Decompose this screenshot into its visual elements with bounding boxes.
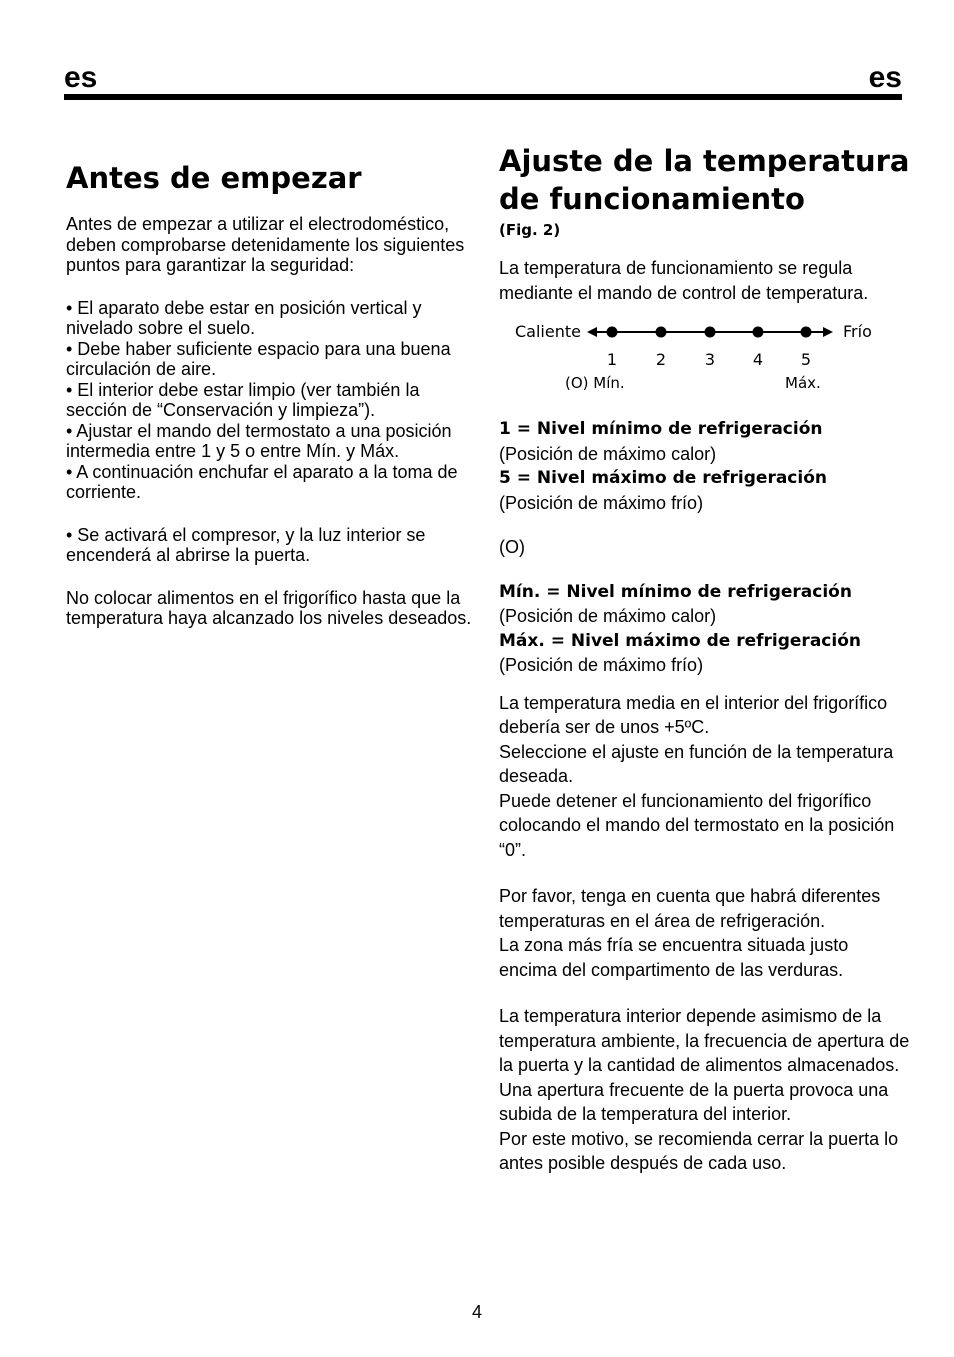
zone-notes [499, 884, 911, 982]
max-description: (Posición de máximo frío) [499, 655, 704, 675]
level-1-title: 1 = Nivel mínimo de refrigeración [499, 419, 823, 439]
checklist-item: • El interior debe estar limpio (ver también la sección de “Conservación y limpieza”). [66, 379, 420, 420]
food-note: No colocar alimentos en el frigorífico hasta que la temperatura haya alcanzado los niveles deseados. [66, 587, 472, 628]
compressor-note: • Se activará el compresor, y la luz interior se encenderá al abrirse la puerta. [66, 524, 426, 565]
section-title-before-start: Antes de empezar [66, 161, 362, 195]
scale-dot-4 [753, 327, 764, 338]
or-separator: (O) [499, 537, 525, 557]
arrow-left-icon [587, 327, 597, 337]
intro-paragraph: Antes de empezar a utilizar el electrodoméstico, deben comprobarse detenidamente los siguientes puntos para garantizar la seguridad: [66, 214, 465, 275]
language-code-right: es [868, 61, 902, 94]
scale-number: 2 [655, 350, 667, 369]
warm-label: Caliente [515, 322, 581, 341]
interior-temperature-notes [499, 1004, 911, 1176]
figure-reference: (Fig. 2) [499, 221, 561, 239]
thermostat-scale-diagram [499, 323, 899, 401]
scale-line [499, 323, 899, 347]
interior-depends-note: La temperatura interior depende asimismo de la temperatura ambiente, la frecuencia de apertura de la puerta y la cantidad de alimentos almacenados. [499, 1006, 910, 1075]
section-title-temperature: Ajuste de la temperatura de funcionamiento [499, 144, 910, 216]
checklist-item: • Debe haber suficiente espacio para una buena circulación de aire. [66, 338, 451, 379]
level-definitions [499, 417, 911, 515]
scale-dot-2 [656, 327, 667, 338]
scale-number: 1 [606, 350, 618, 369]
max-label: Máx. [785, 374, 821, 392]
arrow-right-icon [823, 327, 833, 337]
scale-dot-3 [705, 327, 716, 338]
select-setting-note: Seleccione el ajuste en función de la temperatura deseada. [499, 741, 894, 786]
page-number: 4 [471, 1302, 482, 1322]
scale-number: 3 [704, 350, 716, 369]
checklist-item: • A continuación enchufar el aparato a la toma de corriente. [66, 461, 458, 502]
cold-label: Frío [843, 322, 872, 341]
scale-dot-5 [801, 327, 812, 338]
scale-number: 5 [800, 350, 812, 369]
scale-dot-1 [607, 327, 618, 338]
min-description: (Posición de máximo calor) [499, 606, 717, 626]
level-5-title: 5 = Nivel máximo de refrigeración [499, 468, 827, 488]
header-rule [64, 94, 902, 100]
average-temperature-note: La temperatura media en el interior del frigorífico debería ser de unos +5ºC. [499, 692, 888, 737]
checklist-item: • Ajustar el mando del termostato a una posición intermedia entre 1 y 5 o entre Mín. y Máx. [66, 420, 452, 461]
scale-number: 4 [752, 350, 764, 369]
usage-notes [499, 691, 911, 863]
stop-operation-note: Puede detener el funcionamiento del frigorífico colocando el mando del termostato en la posición “0”. [499, 790, 895, 860]
min-max-definitions [499, 580, 911, 678]
close-door-note: Por este motivo, se recomienda cerrar la puerta lo antes posible después de cada uso. [499, 1128, 899, 1173]
coldest-zone-note: La zona más fría se encuentra situada justo encima del compartimento de las verduras. [499, 935, 849, 980]
temperature-intro: La temperatura de funcionamiento se regula mediante el mando de control de temperatura. [499, 258, 869, 303]
checklist [66, 298, 476, 503]
left-column [66, 160, 476, 629]
level-5-description: (Posición de máximo frío) [499, 492, 704, 513]
level-1-description: (Posición de máximo calor) [499, 443, 717, 464]
max-title: Máx. = Nivel máximo de refrigeración [499, 630, 861, 651]
min-title: Mín. = Nivel mínimo de refrigeración [499, 581, 852, 602]
right-column [499, 142, 911, 1176]
language-code-left: es [64, 61, 98, 94]
checklist-item: • El aparato debe estar en posición vertical y nivelado sobre el suelo. [66, 297, 422, 338]
min-label: (O) Mín. [565, 374, 625, 392]
door-opening-note: Una apertura frecuente de la puerta provoca una subida de la temperatura del interior. [499, 1079, 889, 1124]
temperature-zones-note: Por favor, tenga en cuenta que habrá diferentes temperaturas en el área de refrigeración. [499, 886, 881, 931]
